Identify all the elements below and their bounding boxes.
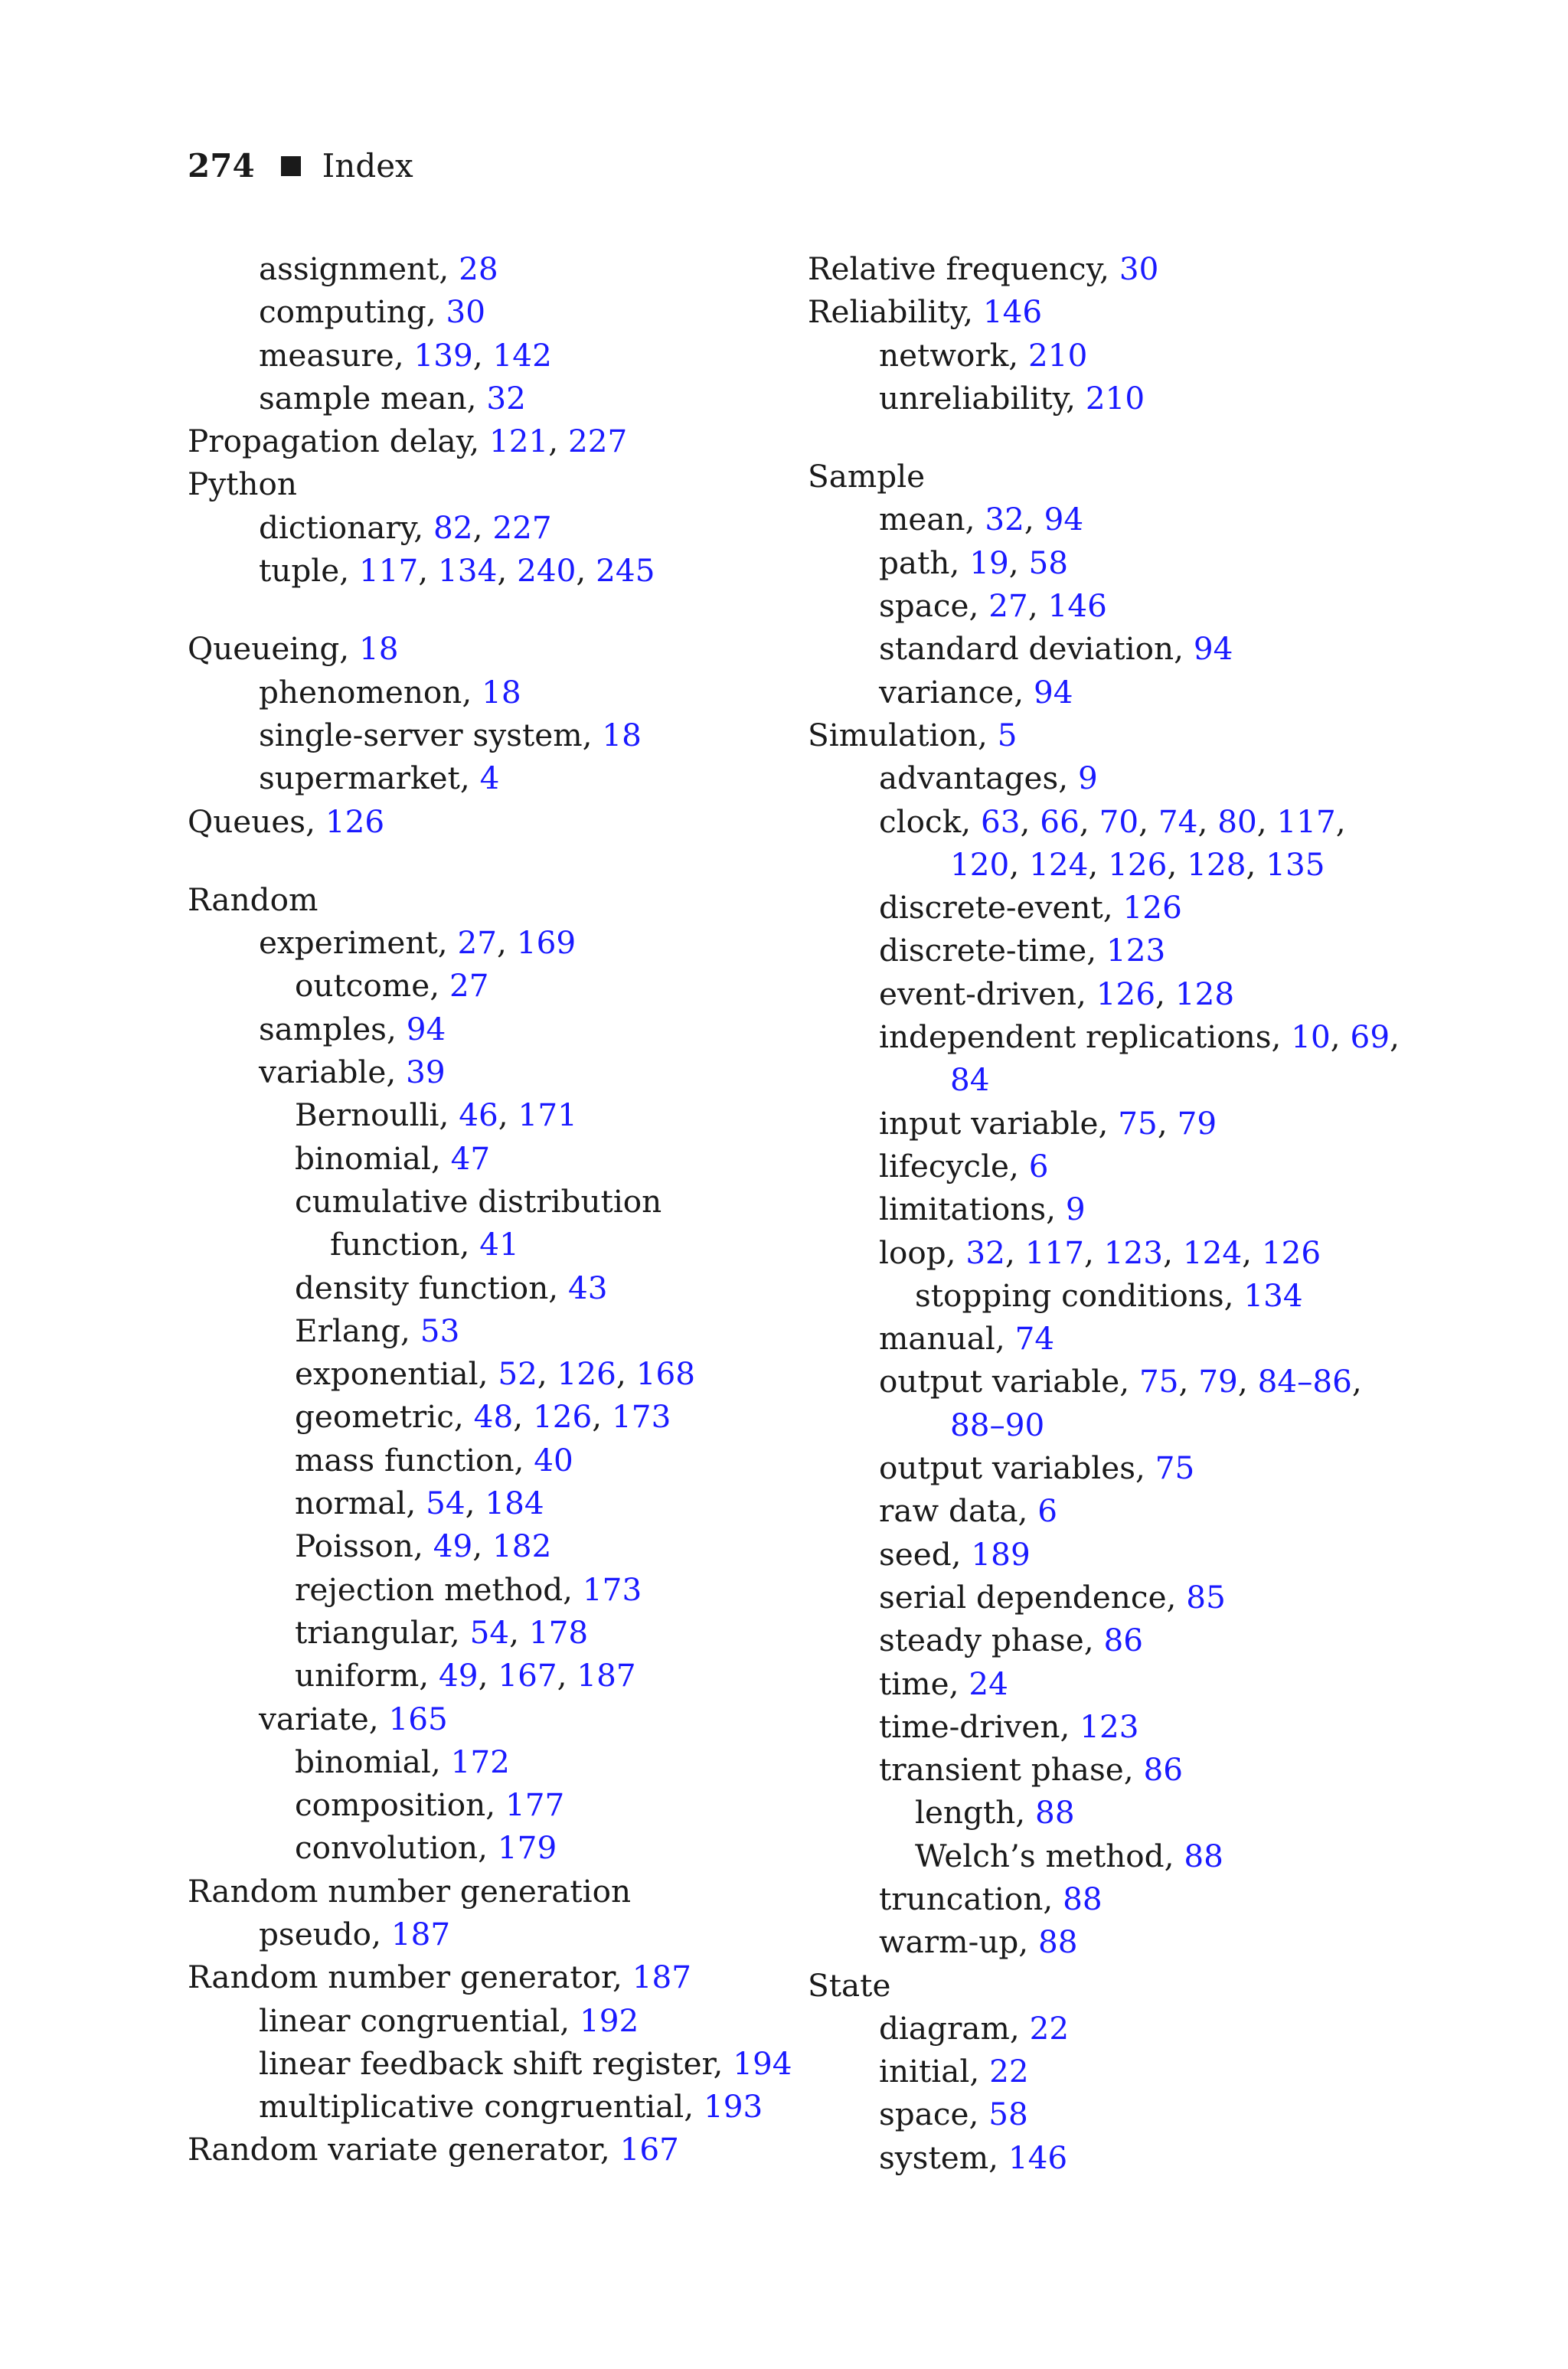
index-term: cumulative distribution <box>295 1182 662 1220</box>
index-entry: Queueing, 18 <box>188 630 399 668</box>
page-ref-link[interactable]: 18 <box>602 716 642 753</box>
page-ref-link[interactable]: 54 <box>469 1613 510 1651</box>
index-term: linear feedback shift register <box>259 2044 714 2082</box>
index-term: discrete-time <box>879 932 1087 969</box>
page-ref-link[interactable]: 32 <box>965 1234 1005 1271</box>
page-ref-link[interactable]: 167 <box>619 2131 679 2168</box>
page-ref-link[interactable]: 124 <box>1029 845 1089 883</box>
index-entry: loop, 32, 117, 123, 124, 126 <box>879 1234 1321 1271</box>
page-ref-link[interactable]: 227 <box>568 423 628 460</box>
index-term: variance <box>879 673 1014 711</box>
index-term: geometric <box>295 1398 454 1436</box>
index-term: discrete-event <box>879 889 1103 926</box>
index-term: uniform <box>295 1657 420 1694</box>
index-entry: mean, 32, 94 <box>879 501 1084 538</box>
page-ref-link[interactable]: 168 <box>635 1355 696 1393</box>
index-term: serial dependence <box>879 1578 1167 1616</box>
page-ref-link[interactable]: 10 <box>1291 1018 1331 1056</box>
index-term: space <box>879 2096 969 2133</box>
page-ref-link[interactable]: 27 <box>457 924 498 962</box>
page-ref-link[interactable]: 210 <box>1085 379 1145 417</box>
index-term: dictionary <box>259 508 414 546</box>
page-ref-link[interactable]: 82 <box>433 508 473 546</box>
index-entry: space, 27, 146 <box>879 587 1107 625</box>
index-term: variable <box>259 1054 387 1091</box>
page-ref-link[interactable]: 177 <box>505 1786 565 1824</box>
page-ref-link[interactable]: 39 <box>406 1054 446 1091</box>
index-entry: variate, 165 <box>259 1700 448 1737</box>
page-ref-link[interactable]: 84 <box>950 1061 990 1099</box>
page-ref-link[interactable]: 30 <box>446 293 486 331</box>
page-ref-link[interactable]: 6 <box>1028 1147 1049 1184</box>
index-term: output variables <box>879 1449 1136 1487</box>
page-ref-link[interactable]: 9 <box>1078 760 1098 797</box>
page-ref-link[interactable]: 210 <box>1028 336 1088 374</box>
page-ref-link[interactable]: 94 <box>406 1010 446 1047</box>
index-entry: sample mean, 32 <box>259 379 526 417</box>
index-term: manual <box>879 1320 995 1358</box>
index-entry: output variable, 75, 79, 84–86, <box>879 1363 1362 1400</box>
index-entry: time, 24 <box>879 1665 1008 1702</box>
index-entry: seed, 189 <box>879 1535 1031 1573</box>
index-term: Python <box>188 466 297 503</box>
page-ref-link[interactable]: 74 <box>1014 1320 1055 1358</box>
page-ref-link[interactable]: 53 <box>420 1312 460 1349</box>
page-ref-link[interactable]: 63 <box>981 802 1021 840</box>
index-term: exponential <box>295 1355 479 1393</box>
trailing-comma: , <box>1390 1018 1400 1056</box>
index-term: length <box>915 1794 1016 1831</box>
index-entry: rejection method, 173 <box>295 1570 642 1608</box>
index-entry: output variables, 75 <box>879 1449 1195 1487</box>
page-ref-link[interactable]: 79 <box>1198 1363 1238 1400</box>
index-entry <box>188 878 800 921</box>
index-entry: single-server system, 18 <box>259 716 642 753</box>
page-ref-link[interactable]: 227 <box>492 508 552 546</box>
page-ref-link[interactable]: 124 <box>1182 1234 1243 1271</box>
index-term: event-driven <box>879 975 1077 1012</box>
index-term: Propagation delay <box>188 423 470 460</box>
index-entry: measure, 139, 142 <box>259 336 552 374</box>
index-term: standard deviation <box>879 630 1174 668</box>
index-entry: experiment, 27, 169 <box>259 924 577 962</box>
page-ref-link[interactable]: 121 <box>488 423 549 460</box>
index-term: diagram <box>879 2009 1010 2047</box>
page-ref-link[interactable]: 27 <box>988 587 1028 625</box>
index-entry <box>808 1058 1459 1101</box>
index-entry: Relative frequency, 30 <box>808 250 1159 287</box>
page-ref-link[interactable]: 169 <box>516 924 577 962</box>
index-term: clock <box>879 802 962 840</box>
page-ref-link[interactable]: 22 <box>1029 2009 1070 2047</box>
page-ref-link[interactable]: 126 <box>325 802 385 840</box>
page-ref-link[interactable]: 126 <box>1122 889 1182 926</box>
index-term: loop <box>879 1234 946 1271</box>
index-entry: binomial, 47 <box>295 1139 491 1177</box>
index-column-left <box>188 247 800 2171</box>
index-term: computing <box>259 293 426 331</box>
page-ref-link[interactable]: 126 <box>1108 845 1168 883</box>
page-ref-link[interactable]: 94 <box>1033 673 1073 711</box>
index-term: unreliability <box>879 379 1067 417</box>
page-ref-link[interactable]: 139 <box>413 336 473 374</box>
index-entry <box>808 455 1459 498</box>
index-term: normal <box>295 1485 407 1522</box>
page-ref-link[interactable]: 120 <box>950 845 1010 883</box>
page-ref-link[interactable]: 49 <box>439 1657 479 1694</box>
index-term: system <box>879 2139 989 2176</box>
page-ref-link[interactable]: 173 <box>612 1398 671 1436</box>
index-entry: warm-up, 88 <box>879 1923 1078 1961</box>
index-entry: 120, 124, 126, 128, 135 <box>950 845 1325 883</box>
page-ref-link[interactable]: 117 <box>1024 1234 1085 1271</box>
page-ref-link[interactable]: 182 <box>492 1528 552 1565</box>
page-ref-link[interactable]: 240 <box>517 552 577 590</box>
page-number: 274 <box>188 147 255 185</box>
index-entry: length, 88 <box>915 1794 1075 1831</box>
index-term: assignment <box>259 250 439 287</box>
index-entry: convolution, 179 <box>295 1829 557 1867</box>
page-ref-link[interactable]: 52 <box>498 1355 537 1393</box>
index-term: input variable <box>879 1104 1099 1142</box>
page-header <box>188 142 413 190</box>
index-entry: network, 210 <box>879 336 1088 374</box>
page-ref-link[interactable]: 28 <box>459 250 498 287</box>
index-entry: variance, 94 <box>879 673 1073 711</box>
index-entry: mass function, 40 <box>295 1441 573 1479</box>
page-ref-link[interactable]: 245 <box>596 552 655 590</box>
page-ref-link[interactable]: 6 <box>1037 1492 1058 1530</box>
page-ref-link[interactable]: 18 <box>482 673 521 711</box>
page-ref-link[interactable]: 18 <box>359 630 399 668</box>
index-term: Simulation <box>808 716 978 753</box>
page-ref-link[interactable]: 123 <box>1080 1707 1139 1745</box>
index-term: lifecycle <box>879 1147 1010 1184</box>
index-entry: diagram, 22 <box>879 2009 1070 2047</box>
index-entry: serial dependence, 85 <box>879 1578 1226 1616</box>
index-term: steady phase <box>879 1622 1084 1659</box>
index-entry <box>808 1964 1459 2007</box>
page-ref-link[interactable]: 32 <box>985 501 1024 538</box>
index-term: raw data <box>879 1492 1018 1530</box>
index-entry: computing, 30 <box>259 293 486 331</box>
index-term: Bernoulli <box>295 1096 439 1134</box>
index-entry: manual, 74 <box>879 1320 1055 1358</box>
page-ref-link[interactable]: 75 <box>1118 1104 1158 1142</box>
index-term: transient phase <box>879 1751 1124 1789</box>
index-term: pseudo <box>259 1915 372 1952</box>
index-term: phenomenon <box>259 673 462 711</box>
page-ref-link[interactable]: 9 <box>1065 1191 1086 1228</box>
page-ref-link[interactable]: 19 <box>969 544 1009 581</box>
page-ref-link[interactable]: 85 <box>1186 1578 1226 1616</box>
index-term: advantages <box>879 760 1059 797</box>
page-ref-link[interactable]: 126 <box>1261 1234 1321 1271</box>
index-term: Relative frequency <box>808 250 1100 287</box>
page-ref-link[interactable]: 94 <box>1044 501 1084 538</box>
index-term: initial <box>879 2053 970 2090</box>
index-entry: assignment, 28 <box>259 250 498 287</box>
index-entry: Bernoulli, 46, 171 <box>295 1096 577 1134</box>
page-ref-link[interactable]: 134 <box>438 552 498 590</box>
index-term: measure <box>259 336 394 374</box>
index-entry: standard deviation, 94 <box>879 630 1233 668</box>
index-term: Sample <box>808 458 926 495</box>
page-ref-link[interactable]: 79 <box>1177 1104 1217 1142</box>
index-entry: supermarket, 4 <box>259 760 500 797</box>
index-term: Random number generation <box>188 1872 632 1910</box>
index-entry: Random number generator, 187 <box>188 1959 692 1996</box>
page-ref-link[interactable]: 165 <box>388 1700 448 1737</box>
index-entry: raw data, 6 <box>879 1492 1058 1530</box>
page-ref-link[interactable]: 88 <box>1038 1923 1078 1961</box>
index-entry <box>808 1403 1459 1446</box>
index-entry: linear congruential, 192 <box>259 2001 639 2039</box>
index-entry: variable, 39 <box>259 1054 446 1091</box>
page-ref-link[interactable]: 187 <box>577 1657 636 1694</box>
index-term: sample mean <box>259 379 467 417</box>
index-entry: binomial, 172 <box>295 1743 510 1780</box>
index-term: Reliability <box>808 293 964 331</box>
index-term: Queues <box>188 802 306 840</box>
page-ref-link[interactable]: 30 <box>1119 250 1159 287</box>
page-ref-link[interactable]: 117 <box>358 552 419 590</box>
page-ref-link[interactable]: 128 <box>1187 845 1246 883</box>
index-entry: system, 146 <box>879 2139 1068 2176</box>
index-entry: initial, 22 <box>879 2053 1029 2090</box>
index-entry: limitations, 9 <box>879 1191 1086 1228</box>
page-ref-link[interactable]: 171 <box>518 1096 577 1134</box>
index-entry: space, 58 <box>879 2096 1028 2133</box>
index-term: samples <box>259 1010 387 1047</box>
index-term: experiment <box>259 924 438 962</box>
index-term: triangular <box>295 1613 450 1651</box>
index-entry: discrete-time, 123 <box>879 932 1166 969</box>
index-term: Random <box>188 881 318 918</box>
page-ref-link[interactable]: 22 <box>989 2053 1029 2090</box>
index-term: output variable <box>879 1363 1120 1400</box>
page-ref-link[interactable]: 117 <box>1276 802 1336 840</box>
index-term: Poisson <box>295 1528 413 1565</box>
page-ref-link[interactable]: 142 <box>492 336 552 374</box>
index-term: tuple <box>259 552 340 590</box>
index-term: time <box>879 1665 949 1702</box>
index-entry: composition, 177 <box>295 1786 565 1824</box>
index-term: Erlang <box>295 1312 401 1349</box>
index-entry: stopping conditions, 134 <box>915 1276 1303 1314</box>
page-ref-link[interactable]: 5 <box>997 716 1018 753</box>
index-entry: Propagation delay, 121, 227 <box>188 423 628 460</box>
page-ref-link[interactable]: 194 <box>733 2044 792 2082</box>
page-ref-link[interactable]: 47 <box>450 1139 491 1177</box>
index-term: network <box>879 336 1009 374</box>
page-ref-link[interactable]: 46 <box>459 1096 498 1134</box>
page-ref-link[interactable]: 126 <box>557 1355 616 1393</box>
page-ref-link[interactable]: 193 <box>703 2088 763 2126</box>
index-entry: multiplicative congruential, 193 <box>259 2088 763 2126</box>
index-entry: Erlang, 53 <box>295 1312 460 1349</box>
page-ref-link[interactable]: 123 <box>1106 932 1166 969</box>
index-term: rejection method <box>295 1570 564 1608</box>
index-entry: steady phase, 86 <box>879 1622 1144 1659</box>
index-entry: function, 41 <box>330 1226 519 1263</box>
index-term: composition <box>295 1786 486 1824</box>
trailing-comma: , <box>1351 1363 1362 1400</box>
index-entry: linear feedback shift register, 194 <box>259 2044 792 2082</box>
index-entry: uniform, 49, 167, 187 <box>295 1657 636 1694</box>
page-ref-link[interactable]: 88 <box>1063 1880 1102 1917</box>
page-ref-link[interactable]: 58 <box>988 2096 1028 2133</box>
index-term: path <box>879 544 950 581</box>
index-entry: independent replications, 10, 69, <box>879 1018 1400 1056</box>
index-term: stopping conditions <box>915 1276 1224 1314</box>
index-term: single-server system <box>259 716 583 753</box>
page-ref-link[interactable]: 184 <box>485 1485 544 1522</box>
index-term: seed <box>879 1535 952 1573</box>
index-term: truncation <box>879 1880 1044 1917</box>
index-entry: event-driven, 126, 128 <box>879 975 1235 1012</box>
index-entry: path, 19, 58 <box>879 544 1069 581</box>
index-entry: discrete-event, 126 <box>879 889 1182 926</box>
index-term: mass function <box>295 1441 514 1479</box>
index-entry <box>188 462 800 505</box>
index-entry: normal, 54, 184 <box>295 1485 544 1522</box>
page-ref-link[interactable]: 66 <box>1040 802 1080 840</box>
index-entry: samples, 94 <box>259 1010 446 1047</box>
page-ref-link[interactable]: 88 <box>1035 1794 1075 1831</box>
index-entry: Random variate generator, 167 <box>188 2131 679 2168</box>
index-term: variate <box>259 1700 369 1737</box>
page-ref-link[interactable]: 84–86 <box>1257 1363 1352 1400</box>
page-ref-link[interactable]: 135 <box>1266 845 1325 883</box>
index-entry: phenomenon, 18 <box>259 673 521 711</box>
page-ref-link[interactable]: 80 <box>1217 802 1257 840</box>
index-entry: Simulation, 5 <box>808 716 1018 753</box>
index-term: limitations <box>879 1191 1047 1228</box>
page-ref-link[interactable]: 4 <box>479 760 500 797</box>
index-entry: Poisson, 49, 182 <box>295 1528 552 1565</box>
square-separator-icon <box>281 156 301 176</box>
page-ref-link[interactable]: 94 <box>1193 630 1233 668</box>
page-ref-link[interactable]: 49 <box>433 1528 473 1565</box>
index-term: Random variate generator <box>188 2131 600 2168</box>
index-term: supermarket <box>259 760 460 797</box>
page-ref-link[interactable]: 146 <box>1008 2139 1068 2176</box>
index-entry: Welch’s method, 88 <box>915 1837 1223 1874</box>
page-ref-link[interactable]: 48 <box>473 1398 514 1436</box>
page-ref-link[interactable]: 178 <box>528 1613 589 1651</box>
index-term: function <box>330 1226 460 1263</box>
index-term: State <box>808 1966 891 2004</box>
page-ref-link[interactable]: 126 <box>532 1398 593 1436</box>
index-term: Random number generator <box>188 1959 612 1996</box>
index-term: space <box>879 587 969 625</box>
trailing-comma: , <box>1335 802 1346 840</box>
page-ref-link[interactable]: 128 <box>1174 975 1235 1012</box>
page-ref-link[interactable]: 88–90 <box>950 1406 1045 1443</box>
index-entry: truncation, 88 <box>879 1880 1102 1917</box>
index-column-right <box>808 247 1459 2179</box>
index-term: Welch’s method <box>915 1837 1165 1874</box>
index-entry: unreliability, 210 <box>879 379 1145 417</box>
page-ref-link[interactable]: 24 <box>969 1665 1008 1702</box>
page-ref-link[interactable]: 187 <box>390 1915 451 1952</box>
page-ref-link[interactable]: 146 <box>1047 587 1107 625</box>
index-term: binomial <box>295 1743 431 1780</box>
page-ref-link[interactable]: 123 <box>1103 1234 1164 1271</box>
index-entry: dictionary, 82, 227 <box>259 508 552 546</box>
index-term: linear congruential <box>259 2001 560 2039</box>
page-ref-link[interactable]: 43 <box>568 1269 608 1306</box>
index-entry: Queues, 126 <box>188 802 385 840</box>
page-ref-link[interactable]: 134 <box>1243 1276 1303 1314</box>
index-entry: tuple, 117, 134, 240, 245 <box>259 552 655 590</box>
page-ref-link[interactable]: 187 <box>632 1959 692 1996</box>
index-term: density function <box>295 1269 549 1306</box>
index-entry: outcome, 27 <box>295 967 489 1005</box>
index-entry <box>188 1870 800 1913</box>
page-ref-link[interactable]: 75 <box>1155 1449 1195 1487</box>
index-entry: density function, 43 <box>295 1269 608 1306</box>
page-ref-link[interactable]: 189 <box>971 1535 1031 1573</box>
page-ref-link[interactable]: 173 <box>582 1570 642 1608</box>
page-ref-link[interactable]: 41 <box>479 1226 519 1263</box>
index-term: warm-up <box>879 1923 1019 1961</box>
index-term: time-driven <box>879 1707 1060 1745</box>
index-entry: time-driven, 123 <box>879 1707 1139 1745</box>
index-entry: lifecycle, 6 <box>879 1147 1049 1184</box>
index-term: Queueing <box>188 630 340 668</box>
index-entry: input variable, 75, 79 <box>879 1104 1217 1142</box>
page-ref-link[interactable]: 27 <box>449 967 489 1005</box>
index-entry: transient phase, 86 <box>879 1751 1184 1789</box>
index-term: independent replications <box>879 1018 1272 1056</box>
index-entry: triangular, 54, 178 <box>295 1613 589 1651</box>
page-ref-link[interactable]: 58 <box>1028 544 1069 581</box>
page-ref-link[interactable]: 192 <box>579 2001 639 2039</box>
page-ref-link[interactable]: 86 <box>1103 1622 1144 1659</box>
index-term: binomial <box>295 1139 431 1177</box>
page-ref-link[interactable]: 70 <box>1099 802 1139 840</box>
page-ref-link[interactable]: 54 <box>426 1485 466 1522</box>
section-title: Index <box>322 147 413 185</box>
page-ref-link[interactable]: 74 <box>1158 802 1198 840</box>
index-term: convolution <box>295 1829 479 1867</box>
page-ref-link[interactable]: 172 <box>450 1743 510 1780</box>
index-entry: clock, 63, 66, 70, 74, 80, 117, <box>879 802 1346 840</box>
index-entry: pseudo, 187 <box>259 1915 451 1952</box>
index-entry: geometric, 48, 126, 173 <box>295 1398 671 1436</box>
page-ref-link[interactable]: 88 <box>1184 1837 1223 1874</box>
page-ref-link[interactable]: 69 <box>1350 1018 1390 1056</box>
index-term: outcome <box>295 967 430 1005</box>
page-ref-link[interactable]: 126 <box>1096 975 1156 1012</box>
index-entry: Reliability, 146 <box>808 293 1043 331</box>
index-entry: advantages, 9 <box>879 760 1098 797</box>
page-ref-link[interactable]: 32 <box>486 379 526 417</box>
page-ref-link[interactable]: 86 <box>1143 1751 1184 1789</box>
index-entry <box>188 1180 800 1223</box>
index-entry: exponential, 52, 126, 168 <box>295 1355 696 1393</box>
index-term: mean <box>879 501 965 538</box>
page-ref-link[interactable]: 167 <box>498 1657 557 1694</box>
index-term: multiplicative congruential <box>259 2088 684 2126</box>
page-ref-link[interactable]: 75 <box>1138 1363 1179 1400</box>
page-ref-link[interactable]: 40 <box>534 1441 573 1479</box>
page-ref-link[interactable]: 179 <box>497 1829 557 1867</box>
page-ref-link[interactable]: 146 <box>982 293 1043 331</box>
